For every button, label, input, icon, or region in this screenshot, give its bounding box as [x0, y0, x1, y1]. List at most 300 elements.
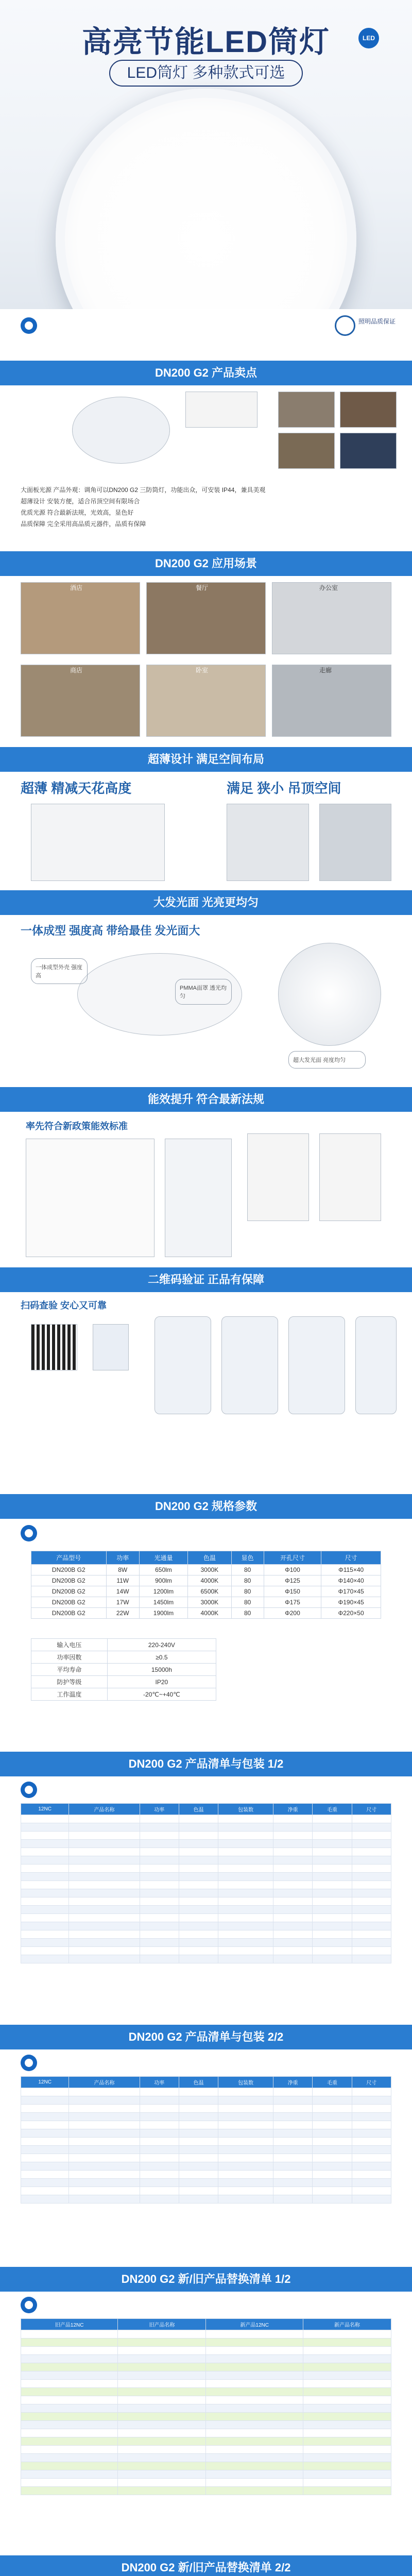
- list-header-cell: 旧产品名称: [118, 2319, 206, 2330]
- product-list-table-1: [21, 1803, 391, 1963]
- table-cell: [352, 1815, 391, 1823]
- table-cell: [352, 2179, 391, 2187]
- table-cell: [69, 2105, 140, 2113]
- table-row: [21, 2396, 391, 2404]
- table-cell: [21, 2363, 118, 2371]
- table-cell: [179, 2129, 218, 2138]
- table-cell: [218, 2138, 273, 2146]
- table-cell: [313, 1930, 352, 1939]
- panel-front-image: [278, 943, 381, 1046]
- feature-photo-2: [340, 392, 397, 428]
- spec-cell: 11W: [106, 1575, 139, 1586]
- spec-cell: 17W: [106, 1597, 139, 1608]
- spec-cell: 4000K: [188, 1575, 232, 1586]
- list-header-cell: 功率: [140, 2077, 179, 2088]
- table-cell: [179, 1823, 218, 1832]
- table-cell: [21, 2380, 118, 2388]
- table-cell: [313, 1889, 352, 1897]
- table-cell: [21, 1865, 69, 1873]
- table-cell: [273, 2138, 313, 2146]
- table-cell: [313, 1873, 352, 1881]
- table-row: [21, 1889, 391, 1897]
- table-cell: [21, 1856, 69, 1865]
- app-photo-bedroom: [146, 665, 266, 737]
- table-cell: [218, 1823, 273, 1832]
- table-row: [21, 2380, 391, 2388]
- table-cell: [179, 1881, 218, 1889]
- brand-logo-icon: [21, 315, 47, 336]
- table-cell: [21, 2330, 118, 2338]
- table-row: [21, 2162, 391, 2171]
- qr-code-image: [31, 1324, 77, 1370]
- table-cell: [69, 1848, 140, 1856]
- table-cell: [218, 1856, 273, 1865]
- spec-cell: DN200B G2: [31, 1575, 107, 1586]
- table-cell: [303, 2470, 391, 2479]
- table-cell: [273, 2187, 313, 2195]
- quality-cert-logo: 照明品质保证: [335, 313, 397, 338]
- table-row: [21, 2138, 391, 2146]
- ceiling-diagram-image: [227, 804, 309, 881]
- table-cell: [313, 1815, 352, 1823]
- table-row: [21, 2195, 391, 2204]
- section-header-qrcheck: 二维码验证 正品有保障: [0, 1267, 412, 1292]
- table-cell: [179, 2146, 218, 2154]
- table-cell: [179, 1930, 218, 1939]
- table-cell: [352, 2154, 391, 2162]
- bright-note: 超大发光面 亮度均匀: [288, 1051, 366, 1069]
- table-cell: [303, 2446, 391, 2454]
- table-cell: [140, 1840, 179, 1848]
- spec-cell: 4000K: [188, 1608, 232, 1619]
- table-cell: [69, 1832, 140, 1840]
- replacement-table-1: [21, 2318, 391, 2495]
- table-cell: [303, 2347, 391, 2355]
- table-row: [21, 1856, 391, 1865]
- table-cell: [352, 2088, 391, 2096]
- spec-cell: DN200B G2: [31, 1565, 107, 1575]
- table-cell: [21, 1832, 69, 1840]
- table-cell: [352, 1914, 391, 1922]
- list-header-cell: 新产品名称: [303, 2319, 391, 2330]
- table-cell: [218, 1832, 273, 1840]
- table-cell: [313, 1823, 352, 1832]
- table-cell: [69, 2179, 140, 2187]
- table-cell: [313, 2154, 352, 2162]
- table-cell: [69, 2195, 140, 2204]
- spec-header-cell: 光通量: [139, 1551, 187, 1565]
- table-cell: [218, 2179, 273, 2187]
- table-cell: [218, 1947, 273, 1955]
- bright-headline: 一体成型 强度高 带给最佳 发光面大: [21, 924, 200, 937]
- table-cell: [273, 1930, 313, 1939]
- table-cell: [69, 1930, 140, 1939]
- table-cell: [313, 1840, 352, 1848]
- table-cell: [179, 2121, 218, 2129]
- table-cell: [179, 1922, 218, 1930]
- param-cell: 防护等级: [31, 1676, 108, 1688]
- table-cell: [140, 1848, 179, 1856]
- feature-line: 超薄设计 安装方便，适合吊顶空间有限场合: [21, 498, 140, 505]
- table-cell: [273, 1823, 313, 1832]
- table-cell: [21, 2129, 69, 2138]
- table-cell: [273, 1832, 313, 1840]
- spec-cell: 14W: [106, 1586, 139, 1597]
- param-cell: 220-240V: [107, 1639, 216, 1651]
- table-cell: [21, 2088, 69, 2096]
- table-cell: [118, 2371, 206, 2380]
- table-cell: [218, 1906, 273, 1914]
- table-cell: [69, 1897, 140, 1906]
- table-cell: [21, 2171, 69, 2179]
- product-angle-image: [72, 397, 170, 464]
- phone-screen-image-2: [221, 1316, 278, 1414]
- table-cell: [273, 2105, 313, 2113]
- table-cell: [140, 2088, 179, 2096]
- table-cell: [218, 1815, 273, 1823]
- table-cell: [21, 2138, 69, 2146]
- list-header-cell: 色温: [179, 1804, 218, 1815]
- table-cell: [179, 1865, 218, 1873]
- table-cell: [69, 1939, 140, 1947]
- table-cell: [69, 1922, 140, 1930]
- param-row: [31, 1639, 216, 1651]
- table-row: [21, 2388, 391, 2396]
- brand-logo-icon: [21, 1523, 47, 1544]
- table-cell: [21, 2179, 69, 2187]
- table-cell: [179, 2171, 218, 2179]
- list-header-cell: 产品名称: [69, 2077, 140, 2088]
- table-cell: [218, 2129, 273, 2138]
- table-row: [21, 1832, 391, 1840]
- table-cell: [303, 2363, 391, 2371]
- table-cell: [303, 2421, 391, 2429]
- energy-label-image-2: [319, 1133, 381, 1221]
- table-cell: [313, 2096, 352, 2105]
- table-cell: [313, 1906, 352, 1914]
- table-cell: [140, 1939, 179, 1947]
- spec-row: [31, 1586, 381, 1597]
- table-cell: [303, 2462, 391, 2470]
- spec-cell: 22W: [106, 1608, 139, 1619]
- spec-cell: Φ190×45: [321, 1597, 381, 1608]
- table-cell: [140, 1914, 179, 1922]
- app-label: 餐厅: [196, 584, 209, 591]
- table-cell: [303, 2371, 391, 2380]
- table-cell: [118, 2421, 206, 2429]
- thin-profile-image: [31, 804, 165, 881]
- table-cell: [21, 2470, 118, 2479]
- table-cell: [303, 2355, 391, 2363]
- table-cell: [218, 2096, 273, 2105]
- list-header-cell: 毛重: [313, 1804, 352, 1815]
- table-cell: [313, 2121, 352, 2129]
- table-cell: [118, 2479, 206, 2487]
- spec-cell: 80: [231, 1575, 264, 1586]
- table-cell: [218, 1840, 273, 1848]
- table-cell: [352, 1922, 391, 1930]
- table-cell: [69, 2113, 140, 2121]
- table-cell: [313, 1947, 352, 1955]
- table-cell: [179, 1889, 218, 1897]
- feature-photo-4: [340, 433, 397, 469]
- table-cell: [313, 1881, 352, 1889]
- spec-cell: 1900lm: [139, 1608, 187, 1619]
- app-photo-corridor: [272, 665, 391, 737]
- table-row: [21, 1914, 391, 1922]
- table-cell: [21, 2105, 69, 2113]
- spec-cell: 80: [231, 1586, 264, 1597]
- table-cell: [206, 2437, 303, 2446]
- table-cell: [352, 1889, 391, 1897]
- table-cell: [206, 2421, 303, 2429]
- table-cell: [140, 2154, 179, 2162]
- hero-banner: [0, 0, 412, 309]
- list-header-cell: 产品名称: [69, 1804, 140, 1815]
- table-cell: [218, 1955, 273, 1963]
- table-row: [21, 2454, 391, 2462]
- table-cell: [352, 2162, 391, 2171]
- table-cell: [218, 1848, 273, 1856]
- table-cell: [140, 1873, 179, 1881]
- spec-cell: 80: [231, 1608, 264, 1619]
- table-cell: [21, 2162, 69, 2171]
- spec-cell: Φ150: [264, 1586, 321, 1597]
- table-cell: [21, 2146, 69, 2154]
- spec-cell: 80: [231, 1597, 264, 1608]
- table-cell: [21, 2454, 118, 2462]
- spec-cell: Φ220×50: [321, 1608, 381, 1619]
- table-cell: [21, 1947, 69, 1955]
- section-header-specs: DN200 G2 规格参数: [0, 1494, 412, 1519]
- table-cell: [273, 1914, 313, 1922]
- table-cell: [206, 2446, 303, 2454]
- table-cell: [21, 1914, 69, 1922]
- table-cell: [303, 2396, 391, 2404]
- table-cell: [140, 2187, 179, 2195]
- table-cell: [21, 2421, 118, 2429]
- table-row: [21, 2171, 391, 2179]
- table-row: [21, 2121, 391, 2129]
- table-cell: [179, 1856, 218, 1865]
- spec-header-cell: 功率: [106, 1551, 139, 1565]
- table-cell: [69, 2121, 140, 2129]
- spec-header-cell: 显色: [231, 1551, 264, 1565]
- standard-title: 率先符合新政策能效标准: [26, 1121, 128, 1131]
- section-header-bright: 大发光面 光亮更均匀: [0, 890, 412, 915]
- table-cell: [140, 2179, 179, 2187]
- table-cell: [313, 2113, 352, 2121]
- table-cell: [218, 2146, 273, 2154]
- table-cell: [69, 1856, 140, 1865]
- table-row: [21, 2179, 391, 2187]
- table-cell: [218, 1914, 273, 1922]
- table-row: [21, 1848, 391, 1856]
- table-cell: [140, 1823, 179, 1832]
- table-cell: [69, 2129, 140, 2138]
- table-cell: [313, 2171, 352, 2179]
- feature-photo-1: [278, 392, 335, 428]
- table-cell: [140, 1815, 179, 1823]
- table-cell: [179, 1848, 218, 1856]
- table-cell: [69, 2096, 140, 2105]
- list-header-cell: 新产品12NC: [206, 2319, 303, 2330]
- table-cell: [179, 1906, 218, 1914]
- table-cell: [21, 2154, 69, 2162]
- table-cell: [313, 1856, 352, 1865]
- product-side-image: [185, 392, 258, 428]
- table-row: [21, 1906, 391, 1914]
- table-cell: [118, 2355, 206, 2363]
- table-cell: [21, 1848, 69, 1856]
- list-header-cell: 色温: [179, 2077, 218, 2088]
- table-cell: [273, 1897, 313, 1906]
- table-cell: [352, 1856, 391, 1865]
- table-cell: [313, 1865, 352, 1873]
- table-cell: [140, 1889, 179, 1897]
- spec-cell: Φ100: [264, 1565, 321, 1575]
- table-cell: [273, 1848, 313, 1856]
- table-cell: [218, 2162, 273, 2171]
- spec-cell: 8W: [106, 1565, 139, 1575]
- table-cell: [21, 2437, 118, 2446]
- table-row: [21, 2421, 391, 2429]
- param-cell: 平均寿命: [31, 1664, 108, 1676]
- section-header-standard: 能效提升 符合最新法规: [0, 1087, 412, 1112]
- table-cell: [140, 1832, 179, 1840]
- table-cell: [313, 2162, 352, 2171]
- param-cell: 功率因数: [31, 1651, 108, 1664]
- table-cell: [352, 1930, 391, 1939]
- app-label: 走廊: [319, 667, 332, 674]
- table-row: [21, 2113, 391, 2121]
- feature-line: 优质光源 符合最新法规，光效高，显色好: [21, 509, 134, 516]
- table-cell: [206, 2404, 303, 2413]
- table-cell: [352, 1906, 391, 1914]
- table-cell: [313, 2187, 352, 2195]
- table-cell: [179, 2096, 218, 2105]
- table-cell: [273, 1815, 313, 1823]
- param-cell: 15000h: [107, 1664, 216, 1676]
- table-cell: [352, 1848, 391, 1856]
- table-cell: [352, 1873, 391, 1881]
- table-cell: [118, 2338, 206, 2347]
- table-row: [21, 2105, 391, 2113]
- design-left-text: 超薄 精减天花高度: [21, 781, 132, 796]
- table-cell: [69, 2138, 140, 2146]
- feature-list: [21, 484, 391, 530]
- table-cell: [273, 1865, 313, 1873]
- table-cell: [273, 2121, 313, 2129]
- table-row: [21, 2479, 391, 2487]
- table-cell: [206, 2380, 303, 2388]
- spec-cell: 1450lm: [139, 1597, 187, 1608]
- spec-cell: Φ125: [264, 1575, 321, 1586]
- table-cell: [140, 2129, 179, 2138]
- table-cell: [218, 2187, 273, 2195]
- feature-photo-3: [278, 433, 335, 469]
- table-cell: [21, 2479, 118, 2487]
- list-header-cell: 包装数: [218, 2077, 273, 2088]
- table-cell: [140, 1930, 179, 1939]
- table-cell: [218, 1865, 273, 1873]
- table-cell: [21, 2195, 69, 2204]
- table-row: [21, 2096, 391, 2105]
- table-row: [21, 2413, 391, 2421]
- table-cell: [140, 1906, 179, 1914]
- section-header-list4: DN200 G2 新/旧产品替换清单 2/2: [0, 2555, 412, 2576]
- table-cell: [69, 1914, 140, 1922]
- param-cell: IP20: [107, 1676, 216, 1688]
- table-cell: [352, 1897, 391, 1906]
- table-cell: [313, 2129, 352, 2138]
- table-row: [21, 1815, 391, 1823]
- table-cell: [273, 2146, 313, 2154]
- feature-line: 品质保障 完全采用高品质元器件，品质有保障: [21, 520, 146, 528]
- table-cell: [352, 1823, 391, 1832]
- table-cell: [273, 1947, 313, 1955]
- table-cell: [118, 2429, 206, 2437]
- table-cell: [21, 2396, 118, 2404]
- table-cell: [218, 1922, 273, 1930]
- param-cell: ≥0.5: [107, 1651, 216, 1664]
- table-cell: [140, 1922, 179, 1930]
- param-row: [31, 1676, 216, 1688]
- table-cell: [303, 2437, 391, 2446]
- table-cell: [140, 1881, 179, 1889]
- table-row: [21, 2371, 391, 2380]
- table-cell: [140, 2096, 179, 2105]
- table-cell: [313, 2195, 352, 2204]
- table-cell: [206, 2371, 303, 2380]
- list-header-cell: 毛重: [313, 2077, 352, 2088]
- table-row: [21, 1865, 391, 1873]
- spec-cell: 3000K: [188, 1597, 232, 1608]
- app-photo-shop: [21, 665, 140, 737]
- table-cell: [21, 2113, 69, 2121]
- table-row: [21, 2355, 391, 2363]
- table-cell: [69, 2162, 140, 2171]
- table-cell: [352, 2187, 391, 2195]
- brand-logo-icon: [21, 2295, 47, 2315]
- table-cell: [21, 2371, 118, 2380]
- table-cell: [273, 2129, 313, 2138]
- bright-note: PMMA面罩 透光均匀: [175, 979, 232, 1005]
- table-row: [21, 2446, 391, 2454]
- table-cell: [179, 1815, 218, 1823]
- table-cell: [69, 1873, 140, 1881]
- list-header-cell: 包装数: [218, 1804, 273, 1815]
- table-cell: [118, 2487, 206, 2495]
- table-cell: [352, 2129, 391, 2138]
- table-cell: [140, 1947, 179, 1955]
- table-cell: [140, 1955, 179, 1963]
- table-cell: [69, 2171, 140, 2179]
- table-cell: [206, 2454, 303, 2462]
- table-cell: [179, 2105, 218, 2113]
- table-cell: [352, 2113, 391, 2121]
- list-header-cell: 旧产品12NC: [21, 2319, 118, 2330]
- table-cell: [273, 2113, 313, 2121]
- table-cell: [118, 2446, 206, 2454]
- hero-subtitle: LED筒灯 多种款式可选: [109, 60, 303, 87]
- policy-document-image: [26, 1139, 154, 1257]
- table-cell: [218, 1930, 273, 1939]
- table-cell: [69, 1823, 140, 1832]
- table-cell: [179, 1955, 218, 1963]
- spec-header-cell: 产品型号: [31, 1551, 107, 1565]
- table-row: [21, 1823, 391, 1832]
